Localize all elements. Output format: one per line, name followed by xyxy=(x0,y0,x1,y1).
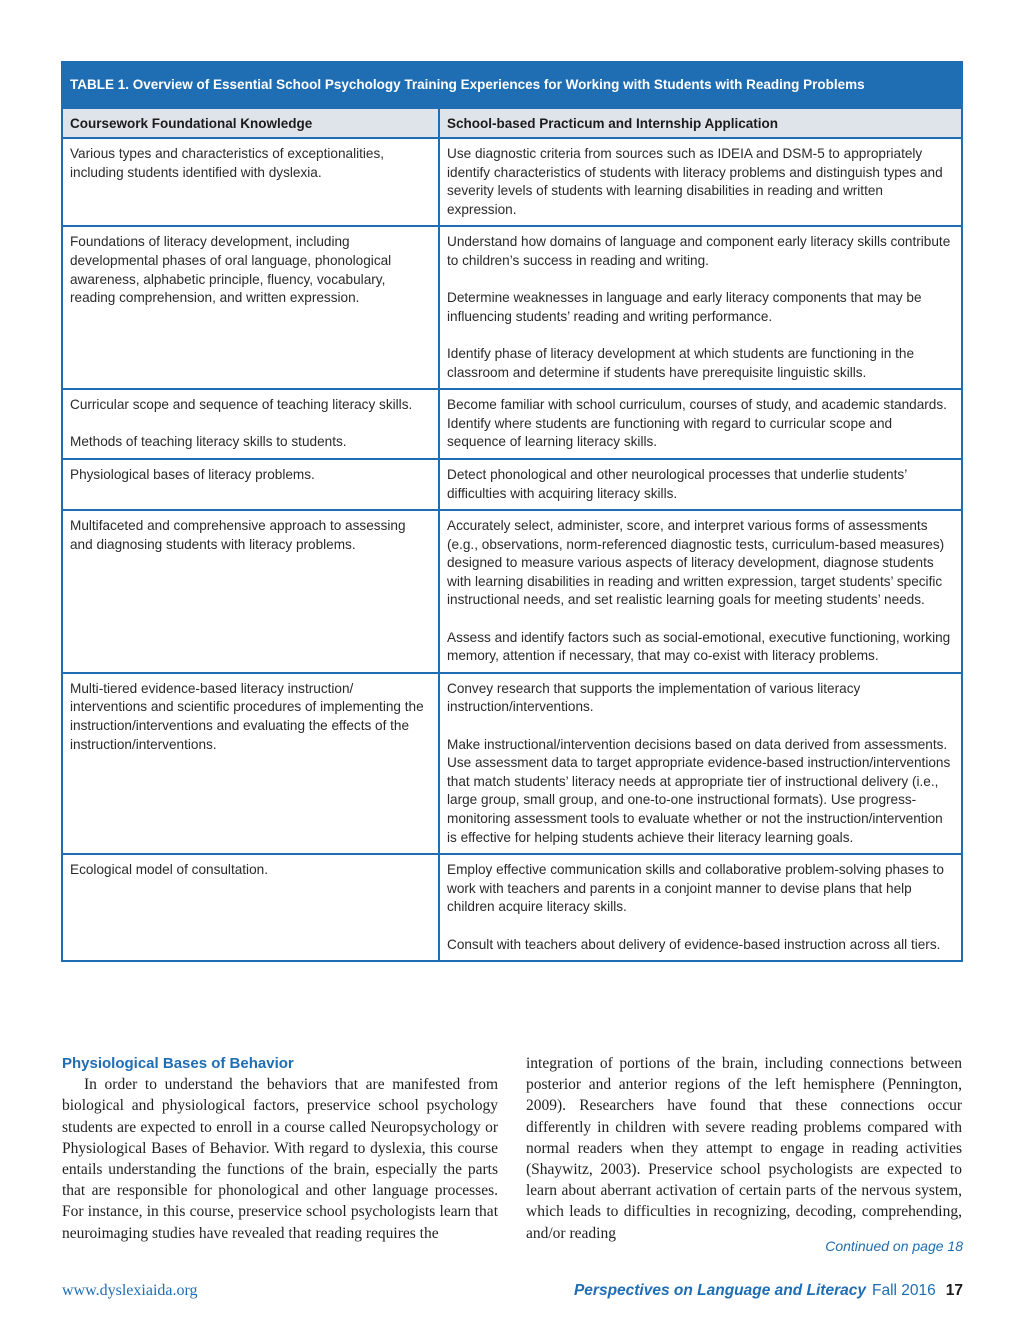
table-row xyxy=(63,673,961,854)
cell-paragraph: Physiological bases of literacy problems. xyxy=(70,466,315,482)
footer-publication xyxy=(574,1282,963,1300)
coursework-cell xyxy=(63,389,439,459)
coursework-cell xyxy=(63,854,439,960)
cell-paragraph: Identify phase of literacy development at which students are functioning in the classroom and determine if students have prerequisite linguistic skills. xyxy=(447,345,914,380)
header-coursework: Coursework Foundational Knowledge xyxy=(63,109,439,138)
coursework-cell xyxy=(63,459,439,510)
continued-note: Continued on page 18 xyxy=(825,1238,963,1254)
body-paragraph-left: In order to understand the behaviors that are manifested from biological and physiological factors, preservice school psychology students are expected to enroll in a course called Neuropsychology or Physiological Bases of Behavior. With regard to dyslexia, this course entails understanding the functions of the brain, especially the parts that are responsible for phonological and other language processes. For instance, in this course, preservice school psychologists learn that neuroimaging studies have revealed that reading requires the xyxy=(62,1076,498,1242)
overview-table xyxy=(61,61,963,962)
cell-paragraph: Foundations of literacy development, including developmental phases of oral language, phonological awareness, alphabetic principle, fluency, vocabulary, reading comprehension, and written expression. xyxy=(70,234,392,306)
cell-paragraph: Become familiar with school curriculum, courses of study, and academic standards. Identify where students are functioning with regard to curricular scope and sequence of learning literacy skills. xyxy=(447,397,947,450)
table-row xyxy=(63,226,961,389)
page-number: 17 xyxy=(945,1282,963,1299)
cell-paragraph: Understand how domains of language and component early literacy skills contribute to children’s success in reading and writing. xyxy=(447,234,951,268)
header-practicum: School-based Practicum and Internship Application xyxy=(439,109,961,138)
table-row xyxy=(63,459,961,510)
cell-paragraph: Make instructional/intervention decisions based on data derived from assessments. Use assessment data to target appropriate evidence-based instruction/interventions that match students’ literacy needs at appropriate tier of instructional delivery (i.e., large group, small group, and one-to-one instructional formats). Use progress-monitoring assessment tools to evaluate whether or not the instruction/intervention is effective for helping students achieve their literacy learning goals. xyxy=(447,736,951,845)
cell-paragraph: Accurately select, administer, score, and interpret various forms of assessments (e.g., observations, norm-referenced diagnostic tests, curriculum-based measures) designed to measure various aspects of literacy development, diagnose students with learning disabilities in reading and written expression, target students’ specific instructional needs, and set realistic learning goals for meeting students’ needs. xyxy=(447,518,945,608)
table-header-row xyxy=(63,109,961,138)
table-row xyxy=(63,510,961,673)
cell-paragraph: Convey research that supports the implementation of various literacy instruction/interventions. xyxy=(447,680,861,715)
article-column-right xyxy=(526,1053,962,1244)
article-column-left xyxy=(62,1053,498,1244)
cell-paragraph: Multifaceted and comprehensive approach to assessing and diagnosing students with literacy problems. xyxy=(70,518,406,552)
cell-paragraph: Multi-tiered evidence-based literacy instruction/ interventions and scientific procedures of implementing the instruction/interventions and evaluating the effects of the instruction/interventions. xyxy=(70,680,424,752)
cell-paragraph: Ecological model of consultation. xyxy=(70,862,268,878)
table-grid xyxy=(63,109,961,960)
footer-journal: Perspectives on Language and Literacy xyxy=(573,1282,866,1299)
cell-paragraph: Curricular scope and sequence of teaching literacy skills. xyxy=(70,397,413,413)
table-body xyxy=(63,138,961,960)
table-row xyxy=(63,389,961,459)
coursework-cell xyxy=(63,138,439,226)
footer-website[interactable]: www.dyslexiaida.org xyxy=(62,1282,198,1299)
cell-paragraph: Consult with teachers about delivery of evidence-based instruction across all tiers. xyxy=(447,936,941,952)
coursework-cell xyxy=(63,673,439,854)
table-row xyxy=(63,854,961,960)
table-row xyxy=(63,138,961,226)
practicum-cell xyxy=(439,226,961,389)
cell-paragraph: Assess and identify factors such as social-emotional, executive functioning, working memory, attention if necessary, that may co-exist with literacy problems. xyxy=(447,629,951,664)
cell-paragraph: Determine weaknesses in language and early literacy components that may be influencing students’ reading and writing performance. xyxy=(447,290,922,324)
table-title: TABLE 1. Overview of Essential School Psychology Training Experiences for Working with Students with Reading Problems xyxy=(63,63,961,109)
practicum-cell xyxy=(439,459,961,510)
section-heading: Physiological Bases of Behavior xyxy=(62,1055,294,1072)
coursework-cell xyxy=(63,510,439,673)
coursework-cell xyxy=(63,226,439,389)
cell-paragraph: Various types and characteristics of exceptionalities, including students identified with dyslexia. xyxy=(70,146,385,180)
practicum-cell xyxy=(439,389,961,459)
cell-paragraph: Detect phonological and other neurological processes that underlie students’ difficulties with acquiring literacy skills. xyxy=(447,466,907,501)
cell-paragraph: Methods of teaching literacy skills to students. xyxy=(70,434,347,450)
practicum-cell xyxy=(439,673,961,854)
practicum-cell xyxy=(439,510,961,673)
footer-issue: Fall 2016 xyxy=(871,1282,936,1299)
cell-paragraph: Use diagnostic criteria from sources such as IDEIA and DSM-5 to appropriately identify characteristics of students with literacy problems and distinguish types and severity levels of students with learning disabilities in reading and written expression. xyxy=(447,146,943,217)
practicum-cell xyxy=(439,138,961,226)
body-paragraph-right: integration of portions of the brain, including connections between posterior and anterior regions of the left hemisphere (Pennington, 2009). Researchers have found that these connections occur differently in children with severe reading problems compared with normal readers when they attempt to engage in reading activities (Shaywitz, 2003). Preservice school psychologists are expected to learn about aberrant activation of certain parts of the nervous system, which leads to difficulties in recognizing, decoding, comprehending, and/or reading xyxy=(526,1055,962,1242)
practicum-cell xyxy=(439,854,961,960)
cell-paragraph: Employ effective communication skills and collaborative problem-solving phases to work with teachers and parents in a conjoint manner to devise plans that help children acquire literacy skills. xyxy=(447,862,944,915)
